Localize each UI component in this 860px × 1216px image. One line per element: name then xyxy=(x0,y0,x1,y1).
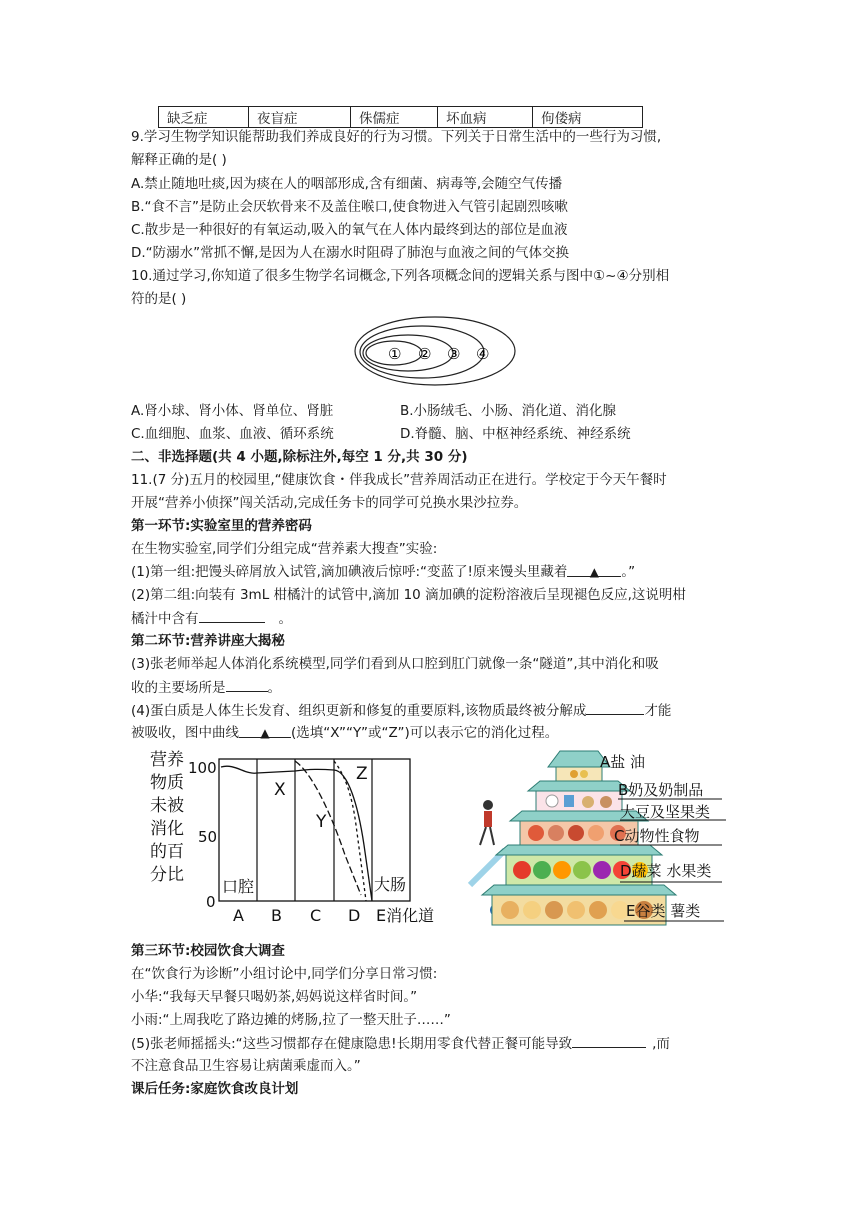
q10-stem-line1: 10.通过学习,你知道了很多生物学名词概念,下列各项概念间的逻辑关系与图中①~④分别相 xyxy=(131,268,670,284)
q11-part2-blank[interactable] xyxy=(199,608,265,623)
q9-option-d: D.“防溺水”常抓不懈,是因为人在溺水时阻碍了肺泡与血液之间的气体交换 xyxy=(131,245,569,261)
q11-part4-blank2[interactable] xyxy=(239,723,291,738)
q11-part3-blank[interactable] xyxy=(226,677,268,692)
q9-option-a: A.禁止随地吐痰,因为痰在人的咽部形成,含有细菌、病毒等,会随空气传播 xyxy=(131,176,563,192)
pyramid-label-c: C动物性食物 xyxy=(614,827,700,845)
part3-intro: 在“饮食行为诊断”小组讨论中,同学们分享日常习惯: xyxy=(131,966,438,982)
q9-option-c: C.散步是一种很好的有氧运动,吸入的氧气在人体内最终到达的部位是血液 xyxy=(131,222,568,238)
circle-label-1: ① xyxy=(388,345,402,363)
x-tick-d: D xyxy=(348,906,361,925)
q11-part3-line1: (3)张老师举起人体消化系统模型,同学们看到从口腔到肛门就像一条“隧道”,其中消化和吸 xyxy=(131,656,659,672)
q11-part3-text: 收的主要场所是 xyxy=(131,680,226,696)
x-tick-a: A xyxy=(233,906,244,925)
ylabel-char: 的 xyxy=(150,842,167,862)
pyramid-label-soy: 大豆及坚果类 xyxy=(620,803,711,821)
ylabel-char: 养 xyxy=(167,750,184,770)
part1-intro: 在生物实验室,同学们分组完成“营养素大搜查”实验: xyxy=(131,541,438,557)
q11-part4-line1 xyxy=(131,700,671,721)
y-tick-0: 0 xyxy=(206,893,216,911)
q11-part5-cont: ,而 xyxy=(652,1036,670,1052)
q9-stem-line2: 解释正确的是( ) xyxy=(131,152,227,168)
circle-label-4: ④ xyxy=(476,345,490,363)
q10-option-a: A.肾小球、肾小体、肾单位、肾脏 xyxy=(131,403,334,419)
circle-label-2: ② xyxy=(418,345,432,363)
region-label-large-intestine: 大肠 xyxy=(374,875,407,894)
triangle-marker: ▲ xyxy=(260,726,270,740)
series-label-y: Y xyxy=(316,812,327,832)
table-cell: 侏儒症 xyxy=(351,107,438,128)
q11-part5-text: (5)张老师摇摇头:“这些习惯都存在健康隐患!长期用零食代替正餐可能导致 xyxy=(131,1036,573,1052)
nested-ellipses-diagram xyxy=(350,310,520,390)
y-tick-100: 100 xyxy=(188,759,217,777)
q11-part2-line1: (2)第二组:向装有 3mL 柑橘汁的试管中,滴加 10 滴加碘的淀粉溶液后呈现褪色反应,这说明柑 xyxy=(131,587,686,603)
q9-stem-line1: 9.学习生物学知识能帮助我们养成良好的行为习惯。下列关于日常生活中的一些行为习惯, xyxy=(131,129,662,145)
q11-part2-end: 。 xyxy=(278,611,292,627)
part3-title: 第三环节:校园饮食大调查 xyxy=(131,943,285,959)
table-cell: 坏血病 xyxy=(438,107,533,128)
pyramid-label-e: E谷类 薯类 xyxy=(626,902,701,920)
xiaohua-quote: 小华:“我每天早餐只喝奶茶,妈妈说这样省时间。” xyxy=(131,989,418,1005)
after-class-title: 课后任务:家庭饮食改良计划 xyxy=(131,1081,299,1097)
q10-option-b: B.小肠绒毛、小肠、消化道、消化腺 xyxy=(400,403,617,419)
ylabel-char: 物 xyxy=(150,773,167,793)
food-pyramid xyxy=(460,745,730,930)
pyramid-label-d: D蔬菜 水果类 xyxy=(620,862,712,880)
digestion-chart xyxy=(140,745,445,925)
curve-y xyxy=(295,761,361,895)
q11-part4-end: (选填“X”“Y”或“Z”)可以表示它的消化过程。 xyxy=(291,725,559,741)
q10-option-d: D.脊髓、脑、中枢神经系统、神经系统 xyxy=(400,426,631,442)
q11-intro-line1: 11.(7 分)五月的校园里,“健康饮食・伴我成长”营养周活动正在进行。学校定于今天午餐时 xyxy=(131,472,667,488)
ylabel-char: 比 xyxy=(167,865,184,885)
q10-option-c: C.血细胞、血浆、血液、循环系统 xyxy=(131,426,334,442)
q11-part5-line2: 不注意食品卫生容易让病菌乘虚而入。” xyxy=(131,1058,361,1074)
q11-part4-text: (4)蛋白质是人体生长发育、组织更新和修复的重要原料,该物质最终被分解成 xyxy=(131,703,587,719)
q11-part5-blank[interactable] xyxy=(572,1033,646,1048)
q11-part4-cont: 才能 xyxy=(644,703,672,719)
deficiency-table xyxy=(158,106,643,128)
q11-part1-blank[interactable] xyxy=(567,562,621,577)
x-tick-e: E消化道 xyxy=(376,906,435,925)
q9-option-b: B.“食不言”是防止会厌软骨来不及盖住喉口,使食物进入气管引起剧烈咳嗽 xyxy=(131,199,568,215)
x-tick-c: C xyxy=(310,906,322,925)
q11-part3-end: 。 xyxy=(267,680,281,696)
q11-intro-line2: 开展“营养小侦探”闯关活动,完成任务卡的同学可兑换水果沙拉券。 xyxy=(131,495,528,511)
q11-part2-line2 xyxy=(131,608,292,629)
series-label-z: Z xyxy=(356,764,368,784)
ylabel-char: 未 xyxy=(150,796,167,816)
xiaoyu-quote: 小雨:“上周我吃了路边摊的烤肠,拉了一整天肚子……” xyxy=(131,1012,451,1028)
section-2-heading: 二、非选择题(共 4 小题,除标注外,每空 1 分,共 30 分) xyxy=(131,449,468,465)
q10-stem-line2: 符的是( ) xyxy=(131,291,187,307)
ylabel-char: 百 xyxy=(167,842,184,862)
pyramid-label-a: A盐 油 xyxy=(600,753,646,771)
ylabel-char: 质 xyxy=(167,773,184,793)
q11-part4-blank[interactable] xyxy=(586,700,644,715)
q11-part4-line2 xyxy=(131,723,558,743)
circle-label-3: ③ xyxy=(447,345,461,363)
q11-part4-text2: 被吸收，图中曲线 xyxy=(131,725,239,741)
ylabel-char: 被 xyxy=(167,796,184,816)
y-axis-label xyxy=(150,750,184,885)
table-cell: 缺乏症 xyxy=(159,107,249,128)
q11-part1-end: 。” xyxy=(621,564,636,580)
ylabel-char: 分 xyxy=(150,865,167,885)
ylabel-char: 化 xyxy=(167,819,184,839)
y-tick-50: 50 xyxy=(198,828,218,846)
q11-part1 xyxy=(131,562,635,582)
triangle-marker: ▲ xyxy=(589,565,600,579)
ylabel-char: 营 xyxy=(150,750,167,770)
ylabel-char: 消 xyxy=(150,819,167,839)
part1-title: 第一环节:实验室里的营养密码 xyxy=(131,518,312,534)
q11-part3-line2 xyxy=(131,677,281,698)
series-label-x: X xyxy=(274,780,286,800)
q11-part2-text: 橘汁中含有 xyxy=(131,611,199,627)
x-tick-b: B xyxy=(271,906,282,925)
region-label-mouth: 口腔 xyxy=(222,877,255,896)
q11-part5-line1 xyxy=(131,1033,670,1054)
q11-part1-text: (1)第一组:把馒头碎屑放入试管,滴加碘液后惊呼:“变蓝了!原来馒头里藏着 xyxy=(131,564,568,580)
table-cell: 夜盲症 xyxy=(249,107,351,128)
pyramid-label-b: B奶及奶制品 xyxy=(618,781,704,799)
part2-title: 第二环节:营养讲座大揭秘 xyxy=(131,633,285,649)
pyramid-layer-a xyxy=(556,767,602,781)
table-cell: 佝偻病 xyxy=(533,107,643,128)
